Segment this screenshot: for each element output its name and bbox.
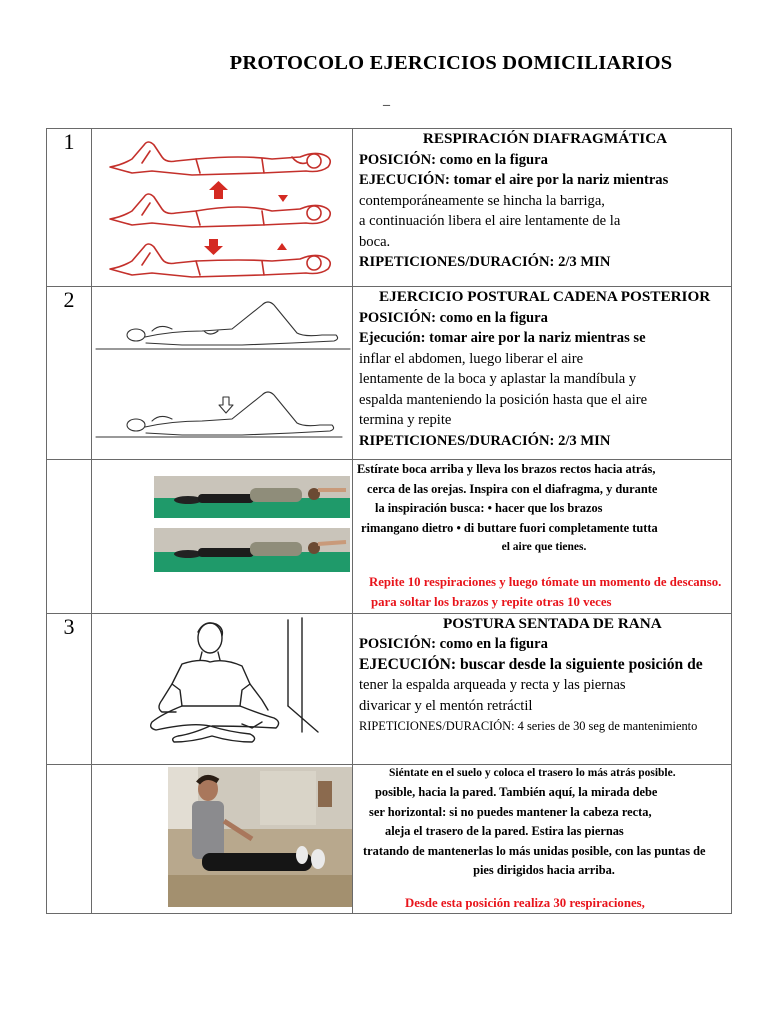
row-number: 2 [47,287,92,460]
text-cell [353,287,732,460]
repetitions-text: 4 series de 30 seg de mantenimiento [514,719,698,733]
position-label: POSICIÓN: [359,636,437,652]
image-cell [92,287,353,460]
instruction-text: rimangano dietro • di buttare fuori completamente tutta [361,520,658,535]
instruction-text: pies dirigidos hacia arriba. [473,863,615,877]
highlight-text: Desde esta posición realiza 30 respiraciones, [405,895,645,910]
instruction-text: ser horizontal: si no puedes mantener la cabeza recta, [369,804,652,819]
repetitions-text: RIPETICIONES/DURACIÓN: 2/3 MIN [359,254,611,270]
execution-text: termina y repite [359,412,452,428]
instruction-text: la inspiración busca: • hacer que los brazos [375,501,603,515]
execution-text: inflar el abdomen, luego liberar el aire [359,350,584,367]
row-number [47,764,92,914]
execution-text: tomar el aire por la nariz mientras [449,172,669,188]
instruction-text: posible, hacia la pared. También aquí, la mirada debe [375,785,658,799]
position-label: POSICIÓN: [359,309,437,326]
row-heading: RESPIRACIÓN DIAFRAGMÁTICA [422,130,668,147]
highlight-text: para soltar los brazos y repite otras 10 veces [371,595,612,609]
row-heading: EJERCICIO POSTURAL CADENA POSTERIOR [379,288,711,305]
execution-text: espalda manteniendo la posición hasta que el aire [359,391,648,408]
image-cell [92,764,353,914]
position-label: POSICIÓN: [359,151,437,168]
lying-arms-back-photo [92,460,352,607]
row-number: 1 [47,129,92,287]
row-heading: POSTURA SENTADA DE RANA [443,614,662,632]
execution-text: boca. [359,233,391,250]
exercise-table [46,128,732,914]
instruction-text: Siéntate en el suelo y coloca el trasero lo más atrás posible. [389,766,676,779]
execution-text: contemporáneamente se hincha la barriga, [359,192,605,209]
execution-text: tener la espalda arqueada y recta y las piernas [359,677,626,693]
instruction-text: aleja el trasero de la pared. Estira las piernas [385,824,624,838]
diaphragm-breathing-illustration [92,129,352,286]
row-number: 3 [47,613,92,764]
instruction-text: el aire que tienes. [501,541,587,553]
row-number [47,460,92,614]
execution-text: buscar desde la siguiente posición de [456,655,703,673]
frog-sitting-illustration [92,614,352,764]
instruction-text: Estírate boca arriba y lleva los brazos rectos hacia atrás, [357,462,656,476]
execution-text: lentamente de la boca y aplastar la mandíbula y [359,371,637,387]
instruction-text: cerca de las orejas. Inspira con el diafragma, y durante [367,481,658,496]
execution-text: tomar aire por la nariz mientras se [425,330,646,346]
execution-label: Ejecución: [359,330,426,346]
execution-label: EJECUCIÓN: [359,655,457,673]
table-row [47,129,732,287]
table-row [47,460,732,614]
image-cell [92,129,353,287]
text-cell [353,613,732,764]
position-text: como en la figura [436,151,548,168]
text-cell [353,764,732,914]
execution-text: a continuación libera el aire lentamente de la [359,213,621,229]
dash-mark: _ [383,93,390,108]
repetitions-text: RIPETICIONES/DURACIÓN: 2/3 MIN [359,432,611,449]
table-row [47,613,732,764]
image-cell [92,460,353,614]
table-row [47,764,732,914]
text-cell [353,129,732,287]
execution-text: divaricar y el mentón retráctil [359,697,533,714]
position-text: como en la figura [436,309,548,326]
image-cell [92,613,353,764]
position-text: como en la figura [436,636,548,652]
instruction-text: tratando de mantenerlas lo más unidas posible, con las puntas de [363,843,706,858]
repetitions-label: RIPETICIONES/DURACIÓN: [359,719,515,733]
table-row [47,287,732,460]
text-cell [353,460,732,614]
seated-against-wall-photo [92,765,352,913]
page-title: PROTOCOLO EJERCICIOS DOMICILIARIOS [229,52,673,74]
execution-label: EJECUCIÓN: [359,172,450,188]
posterior-chain-illustration [92,287,352,459]
highlight-text: Repite 10 respiraciones y luego tómate un momento de descanso. [369,574,722,589]
